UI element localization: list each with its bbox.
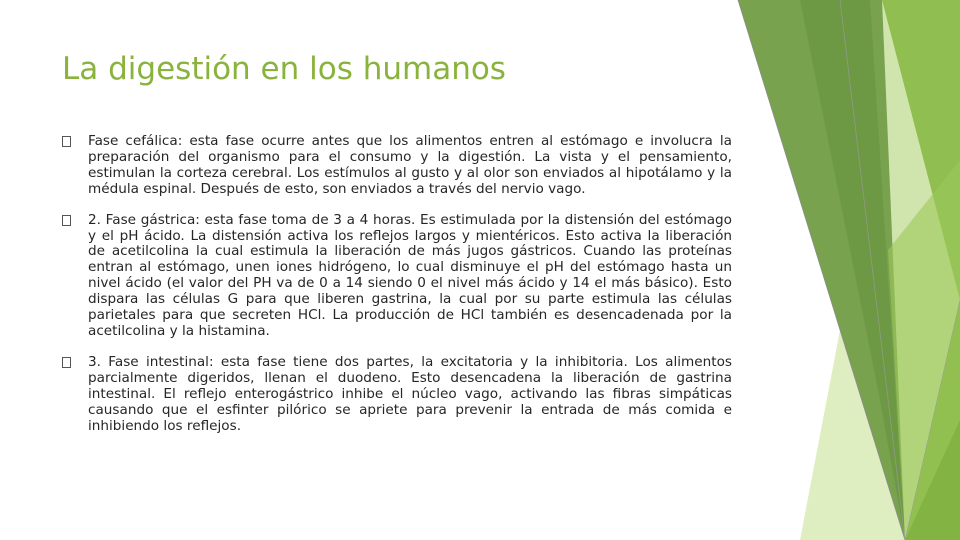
list-item	[62, 355, 732, 435]
bullet-text: 3. Fase intestinal: esta fase tiene dos partes, la excitatoria y la inhibitoria. Los alimentos parcialmente digeridos, llenan el duodeno. Esto desencadena la liberación de gastrina intestinal. El reflejo enterogástrico inhibe el núcleo vago, activando las fibras simpáticas causando que el esfinter pilórico se apriete para prevenir la entrada de más comida e inhibiendo los reflejos.	[88, 353, 732, 434]
bullet-list	[62, 134, 732, 449]
list-item	[62, 134, 732, 198]
slide-title: La digestión en los humanos	[62, 51, 506, 87]
box-bullet-icon	[62, 136, 71, 147]
list-item	[62, 213, 732, 340]
bullet-text: Fase cefálica: esta fase ocurre antes que los alimentos entren al estómago e involucra la preparación del organismo para el consumo y la digestión. La vista y el pensamiento, estimulan la corteza cerebral. Los estímulos al gusto y al olor son enviados al hipotálamo y la médula espinal. Después de esto, son enviados a través del nervio vago.	[88, 133, 732, 197]
box-bullet-icon	[62, 357, 71, 368]
box-bullet-icon	[62, 215, 71, 226]
bullet-text: 2. Fase gástrica: esta fase toma de 3 a 4 horas. Es estimulada por la distensión del estómago y el pH ácido. La distensión activa los reflejos largos y mientéricos. Esto activa la liberación de acetilcolina la cual estimula la liberación de más jugos gástricos. Cuando las proteínas entran al estómago, unen iones hidrógeno, lo cual disminuye el pH del estómago hasta un nivel ácido (el valor del PH va de 0 a 14 siendo 0 el nivel más ácido y 14 el más básico). Esto dispara las células G para que liberen gastrina, la cual por su parte estimula las células parietales para que secreten HCl. La producción de HCl también es desencadenada por la acetilcolina y la histamina.	[88, 211, 732, 339]
